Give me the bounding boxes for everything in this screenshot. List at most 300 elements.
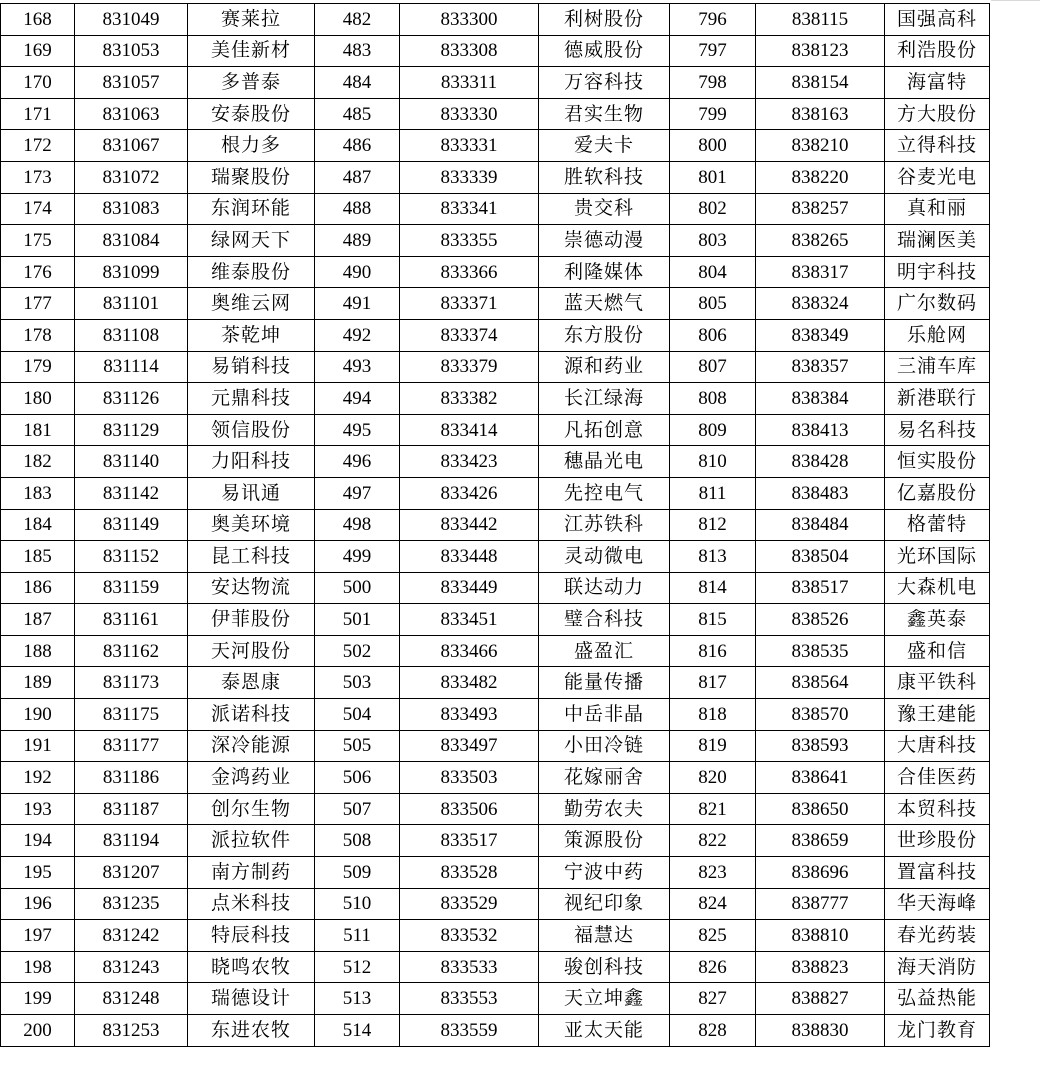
seq-cell: 510 [315, 888, 400, 920]
code-cell: 831161 [75, 604, 188, 636]
table-row [1, 635, 990, 667]
code-cell: 831152 [75, 541, 188, 573]
table-row [1, 793, 990, 825]
table-row [1, 477, 990, 509]
seq-cell: 500 [315, 572, 400, 604]
name-cell: 东润环能 [188, 193, 315, 225]
code-cell: 838696 [756, 857, 885, 889]
name-cell: 天立坤鑫 [539, 983, 670, 1015]
seq-cell: 827 [670, 983, 756, 1015]
seq-cell: 815 [670, 604, 756, 636]
seq-cell: 812 [670, 509, 756, 541]
code-cell: 833374 [400, 319, 539, 351]
code-cell: 831173 [75, 667, 188, 699]
seq-cell: 187 [1, 604, 75, 636]
code-cell: 838428 [756, 446, 885, 478]
code-cell: 833493 [400, 699, 539, 731]
seq-cell: 177 [1, 288, 75, 320]
seq-cell: 507 [315, 793, 400, 825]
code-cell: 833341 [400, 193, 539, 225]
code-cell: 838163 [756, 98, 885, 130]
name-cell: 置富科技 [885, 857, 990, 889]
seq-cell: 822 [670, 825, 756, 857]
seq-cell: 494 [315, 383, 400, 415]
name-cell: 花嫁丽舍 [539, 762, 670, 794]
name-cell: 骏创科技 [539, 951, 670, 983]
seq-cell: 169 [1, 35, 75, 67]
code-cell: 833533 [400, 951, 539, 983]
name-cell: 伊菲股份 [188, 604, 315, 636]
seq-cell: 800 [670, 130, 756, 162]
seq-cell: 174 [1, 193, 75, 225]
name-cell: 东进农牧 [188, 1015, 315, 1047]
seq-cell: 490 [315, 256, 400, 288]
code-cell: 831099 [75, 256, 188, 288]
seq-cell: 487 [315, 161, 400, 193]
name-cell: 东方股份 [539, 319, 670, 351]
name-cell: 绿网天下 [188, 225, 315, 257]
seq-cell: 486 [315, 130, 400, 162]
table-row [1, 983, 990, 1015]
code-cell: 831084 [75, 225, 188, 257]
seq-cell: 797 [670, 35, 756, 67]
name-cell: 勤劳农夫 [539, 793, 670, 825]
name-cell: 国强高科 [885, 4, 990, 36]
seq-cell: 817 [670, 667, 756, 699]
name-cell: 泰恩康 [188, 667, 315, 699]
seq-cell: 810 [670, 446, 756, 478]
table-row [1, 319, 990, 351]
seq-cell: 511 [315, 920, 400, 952]
name-cell: 特辰科技 [188, 920, 315, 952]
code-cell: 838650 [756, 793, 885, 825]
name-cell: 联达动力 [539, 572, 670, 604]
code-cell: 833448 [400, 541, 539, 573]
seq-cell: 823 [670, 857, 756, 889]
name-cell: 力阳科技 [188, 446, 315, 478]
seq-cell: 190 [1, 699, 75, 731]
table-row [1, 256, 990, 288]
seq-cell: 180 [1, 383, 75, 415]
code-cell: 831072 [75, 161, 188, 193]
seq-cell: 483 [315, 35, 400, 67]
seq-cell: 513 [315, 983, 400, 1015]
code-cell: 833559 [400, 1015, 539, 1047]
code-cell: 833532 [400, 920, 539, 952]
name-cell: 方大股份 [885, 98, 990, 130]
seq-cell: 828 [670, 1015, 756, 1047]
name-cell: 盛盈汇 [539, 635, 670, 667]
table-row [1, 951, 990, 983]
code-cell: 831140 [75, 446, 188, 478]
seq-cell: 194 [1, 825, 75, 857]
stock-list-table-container [0, 3, 990, 1047]
seq-cell: 193 [1, 793, 75, 825]
name-cell: 璧合科技 [539, 604, 670, 636]
code-cell: 838564 [756, 667, 885, 699]
code-cell: 833414 [400, 414, 539, 446]
code-cell: 838257 [756, 193, 885, 225]
seq-cell: 196 [1, 888, 75, 920]
name-cell: 茶乾坤 [188, 319, 315, 351]
code-cell: 838641 [756, 762, 885, 794]
seq-cell: 168 [1, 4, 75, 36]
seq-cell: 802 [670, 193, 756, 225]
name-cell: 创尔生物 [188, 793, 315, 825]
code-cell: 838349 [756, 319, 885, 351]
code-cell: 833528 [400, 857, 539, 889]
seq-cell: 503 [315, 667, 400, 699]
code-cell: 833423 [400, 446, 539, 478]
code-cell: 838526 [756, 604, 885, 636]
table-row [1, 98, 990, 130]
name-cell: 乐舱网 [885, 319, 990, 351]
seq-cell: 798 [670, 67, 756, 99]
code-cell: 831194 [75, 825, 188, 857]
code-cell: 833529 [400, 888, 539, 920]
name-cell: 多普泰 [188, 67, 315, 99]
code-cell: 831243 [75, 951, 188, 983]
code-cell: 838827 [756, 983, 885, 1015]
code-cell: 833466 [400, 635, 539, 667]
seq-cell: 175 [1, 225, 75, 257]
seq-cell: 805 [670, 288, 756, 320]
code-cell: 833426 [400, 477, 539, 509]
code-cell: 838830 [756, 1015, 885, 1047]
code-cell: 833355 [400, 225, 539, 257]
seq-cell: 499 [315, 541, 400, 573]
code-cell: 833482 [400, 667, 539, 699]
table-row [1, 572, 990, 604]
seq-cell: 801 [670, 161, 756, 193]
seq-cell: 811 [670, 477, 756, 509]
name-cell: 新港联行 [885, 383, 990, 415]
table-row [1, 920, 990, 952]
seq-cell: 813 [670, 541, 756, 573]
code-cell: 831187 [75, 793, 188, 825]
seq-cell: 799 [670, 98, 756, 130]
table-row [1, 857, 990, 889]
name-cell: 奥美环境 [188, 509, 315, 541]
table-row [1, 509, 990, 541]
name-cell: 亚太天能 [539, 1015, 670, 1047]
seq-cell: 806 [670, 319, 756, 351]
name-cell: 海天消防 [885, 951, 990, 983]
code-cell: 838535 [756, 635, 885, 667]
code-cell: 838570 [756, 699, 885, 731]
seq-cell: 186 [1, 572, 75, 604]
name-cell: 大唐科技 [885, 730, 990, 762]
code-cell: 831053 [75, 35, 188, 67]
name-cell: 豫王建能 [885, 699, 990, 731]
name-cell: 蓝天燃气 [539, 288, 670, 320]
name-cell: 谷麦光电 [885, 161, 990, 193]
name-cell: 世珍股份 [885, 825, 990, 857]
name-cell: 赛莱拉 [188, 4, 315, 36]
seq-cell: 181 [1, 414, 75, 446]
code-cell: 831235 [75, 888, 188, 920]
seq-cell: 178 [1, 319, 75, 351]
table-row [1, 888, 990, 920]
name-cell: 源和药业 [539, 351, 670, 383]
code-cell: 838324 [756, 288, 885, 320]
name-cell: 元鼎科技 [188, 383, 315, 415]
seq-cell: 491 [315, 288, 400, 320]
code-cell: 833503 [400, 762, 539, 794]
code-cell: 838317 [756, 256, 885, 288]
name-cell: 利树股份 [539, 4, 670, 36]
code-cell: 831248 [75, 983, 188, 1015]
code-cell: 838823 [756, 951, 885, 983]
name-cell: 天河股份 [188, 635, 315, 667]
code-cell: 833506 [400, 793, 539, 825]
table-row [1, 351, 990, 383]
code-cell: 838123 [756, 35, 885, 67]
table-row [1, 288, 990, 320]
seq-cell: 172 [1, 130, 75, 162]
seq-cell: 502 [315, 635, 400, 667]
name-cell: 昆工科技 [188, 541, 315, 573]
seq-cell: 804 [670, 256, 756, 288]
name-cell: 福慧达 [539, 920, 670, 952]
code-cell: 831142 [75, 477, 188, 509]
name-cell: 易讯通 [188, 477, 315, 509]
name-cell: 瑞德设计 [188, 983, 315, 1015]
name-cell: 华天海峰 [885, 888, 990, 920]
name-cell: 利隆媒体 [539, 256, 670, 288]
seq-cell: 184 [1, 509, 75, 541]
seq-cell: 818 [670, 699, 756, 731]
code-cell: 833311 [400, 67, 539, 99]
seq-cell: 504 [315, 699, 400, 731]
seq-cell: 188 [1, 635, 75, 667]
code-cell: 838265 [756, 225, 885, 257]
table-row [1, 762, 990, 794]
seq-cell: 171 [1, 98, 75, 130]
seq-cell: 808 [670, 383, 756, 415]
code-cell: 838357 [756, 351, 885, 383]
code-cell: 838413 [756, 414, 885, 446]
table-row [1, 604, 990, 636]
name-cell: 万容科技 [539, 67, 670, 99]
seq-cell: 506 [315, 762, 400, 794]
code-cell: 833553 [400, 983, 539, 1015]
code-cell: 838777 [756, 888, 885, 920]
table-row [1, 4, 990, 36]
seq-cell: 814 [670, 572, 756, 604]
seq-cell: 176 [1, 256, 75, 288]
table-row [1, 414, 990, 446]
seq-cell: 820 [670, 762, 756, 794]
seq-cell: 505 [315, 730, 400, 762]
table-row [1, 383, 990, 415]
name-cell: 派诺科技 [188, 699, 315, 731]
table-row [1, 541, 990, 573]
code-cell: 833379 [400, 351, 539, 383]
name-cell: 真和丽 [885, 193, 990, 225]
seq-cell: 179 [1, 351, 75, 383]
code-cell: 838484 [756, 509, 885, 541]
seq-cell: 191 [1, 730, 75, 762]
code-cell: 833339 [400, 161, 539, 193]
seq-cell: 807 [670, 351, 756, 383]
table-row [1, 825, 990, 857]
name-cell: 盛和信 [885, 635, 990, 667]
code-cell: 838504 [756, 541, 885, 573]
seq-cell: 182 [1, 446, 75, 478]
code-cell: 831186 [75, 762, 188, 794]
code-cell: 833308 [400, 35, 539, 67]
table-row [1, 446, 990, 478]
name-cell: 策源股份 [539, 825, 670, 857]
code-cell: 831253 [75, 1015, 188, 1047]
name-cell: 小田冷链 [539, 730, 670, 762]
name-cell: 君实生物 [539, 98, 670, 130]
code-cell: 838115 [756, 4, 885, 36]
name-cell: 穗晶光电 [539, 446, 670, 478]
seq-cell: 195 [1, 857, 75, 889]
code-cell: 833371 [400, 288, 539, 320]
name-cell: 江苏铁科 [539, 509, 670, 541]
seq-cell: 489 [315, 225, 400, 257]
table-row [1, 1015, 990, 1047]
code-cell: 838210 [756, 130, 885, 162]
code-cell: 833382 [400, 383, 539, 415]
code-cell: 831129 [75, 414, 188, 446]
name-cell: 崇德动漫 [539, 225, 670, 257]
seq-cell: 492 [315, 319, 400, 351]
name-cell: 德威股份 [539, 35, 670, 67]
name-cell: 鑫英泰 [885, 604, 990, 636]
seq-cell: 821 [670, 793, 756, 825]
table-row [1, 730, 990, 762]
table-row [1, 193, 990, 225]
seq-cell: 192 [1, 762, 75, 794]
table-row [1, 67, 990, 99]
name-cell: 瑞聚股份 [188, 161, 315, 193]
name-cell: 本贸科技 [885, 793, 990, 825]
seq-cell: 185 [1, 541, 75, 573]
seq-cell: 809 [670, 414, 756, 446]
code-cell: 838659 [756, 825, 885, 857]
name-cell: 凡拓创意 [539, 414, 670, 446]
table-row [1, 35, 990, 67]
seq-cell: 826 [670, 951, 756, 983]
name-cell: 海富特 [885, 67, 990, 99]
name-cell: 恒实股份 [885, 446, 990, 478]
seq-cell: 493 [315, 351, 400, 383]
seq-cell: 197 [1, 920, 75, 952]
name-cell: 胜软科技 [539, 161, 670, 193]
name-cell: 点米科技 [188, 888, 315, 920]
seq-cell: 824 [670, 888, 756, 920]
code-cell: 838810 [756, 920, 885, 952]
code-cell: 831175 [75, 699, 188, 731]
name-cell: 能量传播 [539, 667, 670, 699]
seq-cell: 796 [670, 4, 756, 36]
code-cell: 833451 [400, 604, 539, 636]
seq-cell: 501 [315, 604, 400, 636]
code-cell: 831057 [75, 67, 188, 99]
stock-list-table [0, 3, 990, 1047]
name-cell: 瑞澜医美 [885, 225, 990, 257]
name-cell: 贵交科 [539, 193, 670, 225]
name-cell: 南方制药 [188, 857, 315, 889]
table-body [1, 4, 990, 1047]
seq-cell: 488 [315, 193, 400, 225]
seq-cell: 803 [670, 225, 756, 257]
code-cell: 831083 [75, 193, 188, 225]
seq-cell: 514 [315, 1015, 400, 1047]
name-cell: 安泰股份 [188, 98, 315, 130]
name-cell: 根力多 [188, 130, 315, 162]
code-cell: 838517 [756, 572, 885, 604]
seq-cell: 512 [315, 951, 400, 983]
name-cell: 春光药装 [885, 920, 990, 952]
code-cell: 831126 [75, 383, 188, 415]
name-cell: 领信股份 [188, 414, 315, 446]
seq-cell: 498 [315, 509, 400, 541]
name-cell: 大森机电 [885, 572, 990, 604]
seq-cell: 170 [1, 67, 75, 99]
seq-cell: 183 [1, 477, 75, 509]
name-cell: 三浦车库 [885, 351, 990, 383]
code-cell: 838384 [756, 383, 885, 415]
name-cell: 明宇科技 [885, 256, 990, 288]
seq-cell: 189 [1, 667, 75, 699]
code-cell: 831101 [75, 288, 188, 320]
code-cell: 831207 [75, 857, 188, 889]
seq-cell: 825 [670, 920, 756, 952]
table-row [1, 667, 990, 699]
seq-cell: 495 [315, 414, 400, 446]
seq-cell: 198 [1, 951, 75, 983]
name-cell: 深冷能源 [188, 730, 315, 762]
name-cell: 宁波中药 [539, 857, 670, 889]
page-edge-mark [991, 0, 1040, 1]
seq-cell: 509 [315, 857, 400, 889]
name-cell: 易名科技 [885, 414, 990, 446]
name-cell: 安达物流 [188, 572, 315, 604]
name-cell: 长江绿海 [539, 383, 670, 415]
name-cell: 康平铁科 [885, 667, 990, 699]
seq-cell: 484 [315, 67, 400, 99]
table-row [1, 161, 990, 193]
name-cell: 广尔数码 [885, 288, 990, 320]
seq-cell: 482 [315, 4, 400, 36]
seq-cell: 816 [670, 635, 756, 667]
seq-cell: 485 [315, 98, 400, 130]
seq-cell: 508 [315, 825, 400, 857]
code-cell: 833300 [400, 4, 539, 36]
code-cell: 831159 [75, 572, 188, 604]
code-cell: 838483 [756, 477, 885, 509]
code-cell: 833517 [400, 825, 539, 857]
name-cell: 灵动微电 [539, 541, 670, 573]
code-cell: 831063 [75, 98, 188, 130]
code-cell: 831162 [75, 635, 188, 667]
code-cell: 833331 [400, 130, 539, 162]
code-cell: 831108 [75, 319, 188, 351]
name-cell: 视纪印象 [539, 888, 670, 920]
code-cell: 833449 [400, 572, 539, 604]
name-cell: 弘益热能 [885, 983, 990, 1015]
code-cell: 838220 [756, 161, 885, 193]
name-cell: 利浩股份 [885, 35, 990, 67]
name-cell: 爱夫卡 [539, 130, 670, 162]
code-cell: 833442 [400, 509, 539, 541]
name-cell: 中岳非晶 [539, 699, 670, 731]
